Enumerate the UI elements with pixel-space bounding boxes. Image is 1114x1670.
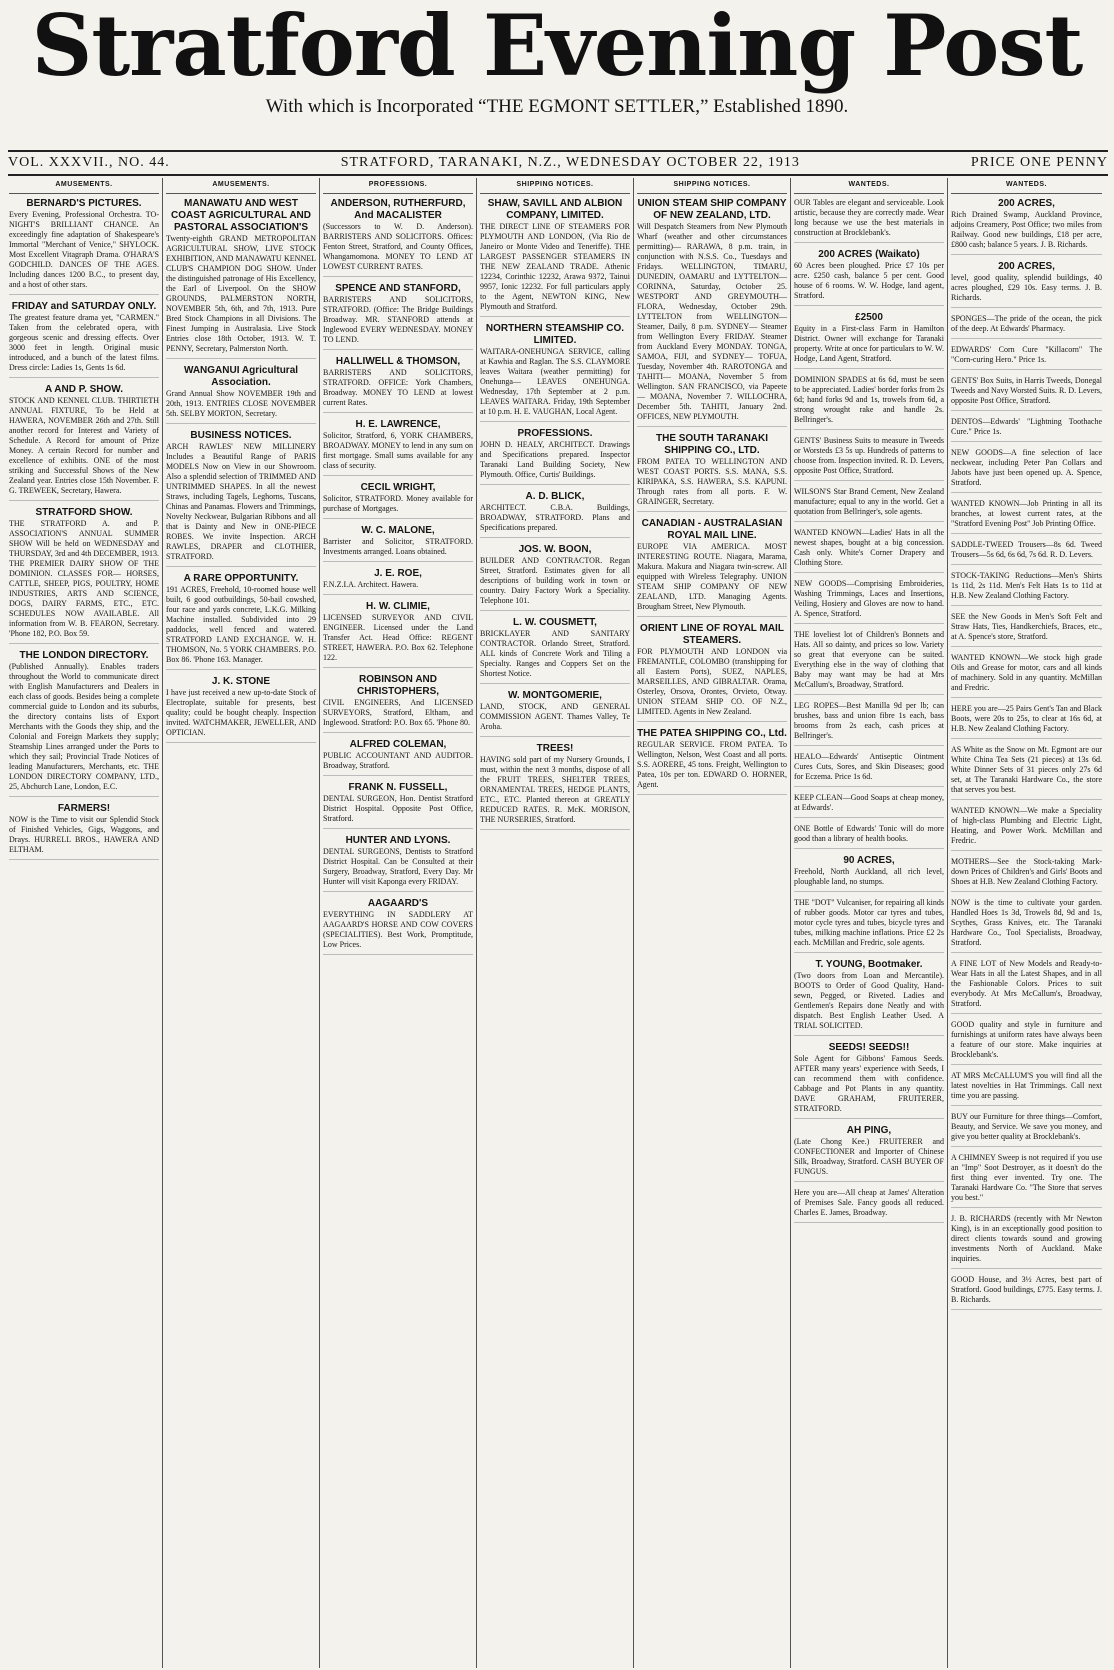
advertisement-title: TREES! — [536, 743, 574, 754]
advertisement — [480, 323, 630, 422]
advertisement — [794, 436, 944, 481]
advertisement-body: THE DIRECT LINE OF STEAMERS FOR PLYMOUTH AND LONDON, (Via Rio de Janeiro or Monte Video and Teneriffe). THE LARGEST PASSENGER STEAMERS IN THE NEW ZEALAND TRADE. Athenic 12234, Corinthic 12232, Arawa 9372, Tainui 9957, Ionic 12232. For full particulars apply to the Agent, NEWTON KING, New Plymouth and Stratford. — [480, 222, 630, 311]
advertisement-title: J. E. ROE, — [374, 568, 422, 579]
advertisement — [794, 579, 944, 624]
advertisement-body: (Two doors from Loan and Mercantile). BOOTS to Order of Good Quality, Hand-sewn, Pegged, or Riveted. Ladies and Gentlemen's Repairs done Neatly and with dispatch. Best English Leather Used. A TRIAL SOLICITED. — [794, 971, 944, 1030]
advertisement-body: Freehold, North Auckland, all rich level, ploughable land, no stumps. — [794, 867, 944, 886]
masthead — [0, 0, 1114, 120]
advertisement-body: Rich Drained Swamp, Auckland Province, adjoins Creamery, Post Office; two miles from Railway. Good new buildings, £18 per acre, £800 cash; balance 5 years. J. B. Richards. — [951, 210, 1102, 249]
advertisement — [951, 571, 1102, 606]
advertisement — [794, 898, 944, 953]
advertisement-title: BUSINESS NOTICES. — [190, 430, 292, 441]
advertisement — [951, 314, 1102, 339]
volume-number: VOL. XXXVII., NO. 44. — [8, 155, 170, 170]
advertisement-body: Here you are—All cheap at James' Alteration of Premises Sale. Fancy goods all reduced. Charles E. James, Broadway. — [794, 1188, 944, 1217]
dateline — [8, 150, 1108, 176]
advertisement — [323, 782, 473, 829]
advertisement-title: THE SOUTH TARANAKI SHIPPING CO., LTD. — [655, 433, 769, 456]
advertisement — [9, 198, 159, 295]
advertisement-body: FOR PLYMOUTH AND LONDON via FREMANTLE, COLOMBO (transhipping for all Eastern Ports), SUEZ, NAPLES, MARSEILLES, AND GIBRALTAR. Orama, Osterley, Orsova, Orontes, Orvieto, Otway. UNION STEAM SHIP CO. OF N.Z., LIMITED. Agents in New Zealand. — [637, 647, 787, 716]
advertisement-body: The greatest feature drama yet, "CARMEN." Taken from the celebrated opera, with gorgeous scenic and dressing effects. Over 3000 feet in length. Original music introduced, and a bunch of the latest films. Dress circle: Ladies 1s, Gents 1s 6d. — [9, 313, 159, 372]
advertisement — [951, 612, 1102, 647]
advertisement — [794, 959, 944, 1036]
advertisement — [794, 824, 944, 849]
advertisement — [794, 701, 944, 746]
column-heading: PROFESSIONS. — [323, 178, 473, 194]
advertisement-body: BRICKLAYER AND SANITARY CONTRACTOR. Orlando Street, Stratford. ALL kinds of Concrete Work and Tiling a Specialty. Ranges and Coppers Set on the Shortest Notice. — [480, 629, 630, 678]
advertisement-body: Will Despatch Steamers from New Plymouth Wharf (weather and other circumstances permitting)— RARAWA, 8 p.m. train, in conjunction with N.S.S. Co., Tuesdays and Fridays. WELLINGTON, TIMARU, DUNEDIN, OAMARU and LYTTELTON— CORINNA, Saturday, October 25. WESTPORT AND GREYMOUTH— FLORA, Wednesday, October 29th. LYTTELTON from WELLINGTON— Steamer, Daily, 8 p.m. SYDNEY— Steamer from Wellington Every FRIDAY. Steamer from Auckland Every MONDAY. TONGA, SAMOA, FIJI, and SYDNEY— TOFUA, Tuesday, November 4th. RAROTONGA and TAHITI— MOANA, November 5 from Wellington. SAN FRANCISCO, via Papeete— MOANA, November 7. WILLOCHRA, December 5th. TAHITI, January 2nd. OFFICES, NEW PLYMOUTH. — [637, 222, 787, 421]
advertisement-title: ROBINSON AND CHRISTOPHERS, — [356, 674, 440, 697]
advertisement — [794, 375, 944, 430]
advertisement-title: SHAW, SAVILL AND ALBION COMPANY, LIMITED. — [487, 198, 623, 221]
advertisement-body: SADDLE-TWEED Trousers—8s 6d. Tweed Trousers—5s 6d, 6s 6d, 7s 6d. R. D. Levers. — [951, 540, 1102, 559]
column-heading: SHIPPING NOTICES. — [637, 178, 787, 194]
advertisement — [323, 356, 473, 413]
advertisement — [480, 544, 630, 611]
advertisement-body: GOOD quality and style in furniture and furnishings at uniform rates have always been a feature of our store. Make inquiries at Brocklebank's. — [951, 1020, 1102, 1059]
advertisement-title: AH PING, — [846, 1125, 892, 1136]
advertisement — [951, 540, 1102, 565]
advertisement-body: Sole Agent for Gibbons' Famous Seeds. AFTER many years' experience with Seeds, I can recommend them with confidence. Cabbage and Pot Plants in any quantity. DAVE GRAHAM, FRUITERER, STRATFORD. — [794, 1054, 944, 1113]
advertisement-body: CIVIL ENGINEERS, And LICENSED SURVEYORS, Stratford, Eltham, and Inglewood. Stratford: P.O. Box 65. 'Phone 80. — [323, 698, 473, 727]
advertisement-body: HERE you are—25 Pairs Gent's Tan and Black Boots, were 20s to 25s, to clear at 16s 6d, at H.B. New Zealand Clothing Factory. — [951, 704, 1102, 733]
advertisement — [951, 857, 1102, 892]
advertisement-body: Equity in a First-class Farm in Hamilton District. Owner will exchange for Taranaki property. Write at once for particulars to W. W. Hodge, Land Agent, Stratford. — [794, 324, 944, 363]
advertisement-body: OUR Tables are elegant and serviceable. Look artistic, because they are correctly made. Wear long because we use the best materials in construction at Brocklebank's. — [794, 198, 944, 237]
advertisement — [637, 623, 787, 722]
advertisement — [951, 345, 1102, 370]
advertisement-title: AAGAARD'S — [367, 898, 429, 909]
advertisement-body: ARCHITECT. C.B.A. Buildings, BROADWAY, STRATFORD. Plans and Specifications prepared. — [480, 503, 630, 532]
advertisement-body: THE loveliest lot of Children's Bonnets and Hats. All so dainty, and prices so low. Variety so great that everyone can be suited. Everything else in the way of clothing that Baby may want may be had at Mrs McCallum's, Broadway, Stratford. — [794, 630, 944, 689]
advertisement — [323, 198, 473, 277]
advertisement-body: STOCK-TAKING Reductions—Men's Shirts 1s 11d, 2s 11d. Men's Felt Hats 1s to 11d at H.B. New Zealand Clothing Factory. — [951, 571, 1102, 600]
advertisement-title: FRIDAY and SATURDAY ONLY. — [11, 301, 157, 312]
advertisement-body: REGULAR SERVICE. FROM PATEA. To Wellington, Nelson, West Coast and all ports. S.S. AORERE, 45 tons. Freight, Wellington to Patea, 10s per ton. EDWARD O. HORNER, Agent. — [637, 740, 787, 789]
advertisement-body: DOMINION SPADES at 6s 6d, must be seen to be appreciated. Ladies' border forks from 2s 6d; hand forks 9d and 1s, trowels from 6d, a strong wrought rake and handle 2s. Bellringer's. — [794, 375, 944, 424]
column-heading: AMUSEMENTS. — [166, 178, 316, 194]
advertisement — [637, 433, 787, 512]
advertisement — [480, 491, 630, 538]
advertisement-title: ALFRED COLEMAN, — [349, 739, 447, 750]
advertisement — [480, 428, 630, 485]
columns-area — [6, 178, 1110, 1668]
advertisement-body: NEW GOODS—A fine selection of lace neckwear, including Peter Pan Collars and Jabots have just been opened up. A. Spence, Stratford. — [951, 448, 1102, 487]
advertisement-body: AS White as the Snow on Mt. Egmont are our White China Tea Sets (21 pieces) at 13s 6d. White Dinner Sets of 31 pieces only 27s 6d set, at The Taranaki Hardware Co., the store that serves you best. — [951, 745, 1102, 794]
advertisement-title: A AND P. SHOW. — [45, 384, 123, 395]
advertisement — [951, 806, 1102, 851]
advertisement-body: BARRISTERS AND SOLICITORS, STRATFORD. (Office: The Bridge Buildings Broadway. MR. STANFORD attends at Inglewood EVERY WEDNESDAY. MONEY TO LEND. — [323, 295, 473, 344]
advertisement-body: Every Evening, Professional Orchestra. TO-NIGHT'S BRILLIANT CHANCE. An exceedingly fine adaptation of Shakespeare's Immortal "Merchant of Venice," SHYLOCK. Most Excellent Vitagraph Drama. O'HARA'S GODCHILD. DANCES OF THE AGES. Including dances 1200 B.C., to present day, and a host of other stars. — [9, 210, 159, 289]
advertisement-body: GOOD House, and 3½ Acres, best part of Stratford. Good buildings, £775. Easy terms. J. B. Richards. — [951, 1275, 1102, 1304]
advertisement-title: ANDERSON, RUTHERFURD, And MACALISTER — [330, 198, 466, 221]
advertisement — [794, 752, 944, 787]
advertisement-body: EVERYTHING IN SADDLERY AT AAGAARD'S HORSE AND COW COVERS (SPECIALITIES). Best Work, Promptitude, Low Prices. — [323, 910, 473, 949]
advertisement-body: BARRISTERS AND SOLICITORS, STRATFORD. OFFICE: York Chambers, Broadway. MONEY TO LEND at lowest current Rates. — [323, 368, 473, 407]
advertisement-body: EUROPE VIA AMERICA. MOST INTERESTING ROUTE. Niagara, Marama, Makura. Makura and Niagara twin-screw. All equipped with Wireless Telegraphy. UNION STEAM SHIP COMPANY OF NEW ZEALAND, LTD. Managing Agents. Brougham Street, New Plymouth. — [637, 542, 787, 611]
advertisement-body: DENTAL SURGEON, Hon. Dentist Stratford District Hospital. Opposite Post Office, Stratford. — [323, 794, 473, 823]
advertisement — [323, 898, 473, 955]
advertisement — [323, 482, 473, 519]
advertisement-body: THE "DOT" Vulcaniser, for repairing all kinds of rubber goods. Motor car tyres and tubes, motor cycle tyres and tubes, bicycle tyres and tubes, milking machine inflations. Price £2 2s each. McMillan and Fredric, sole agents. — [794, 898, 944, 947]
advertisement-body: Solicitor, STRATFORD. Money available for purchase of Mortgages. — [323, 494, 473, 513]
advertisement-body: J. B. RICHARDS (recently with Mr Newton King), is in an exceptionally good position to direct clients towards sound and growing investments North of Auckland. Make inquiries. — [951, 1214, 1102, 1263]
column-6 — [791, 178, 948, 1668]
advertisement-body: I have just received a new up-to-date Stock of Electroplate, suitable for presents, best quality; could be bought cheaply. Inspection invited. WATCHMAKER, JEWELLER, AND OPTICIAN. — [166, 688, 316, 737]
column-7 — [948, 178, 1105, 1668]
advertisement — [794, 198, 944, 243]
advertisement-body: 60 Acres been ploughed. Price £7 10s per acre. £250 cash, balance 5 per cent. Good house of 6 rooms. W. W. Hodge, land agent, Stratford. — [794, 261, 944, 300]
advertisement-title: W. MONTGOMERIE, — [508, 690, 602, 701]
advertisement-body: AT MRS McCALLUM'S you will find all the latest novelties in Hat Trimmings. Call next time you are passing. — [951, 1071, 1102, 1100]
advertisement — [951, 261, 1102, 308]
advertisement-body: LICENSED SURVEYOR AND CIVIL ENGINEER. Licensed under the Land Transfer Act. Head Office: REGENT STREET, HAWERA. P.O. Box 62. Telephone 122. — [323, 613, 473, 662]
advertisement-body: WILSON'S Star Brand Cement, New Zealand manufacture; equal to any in the world. Get a quotation from Bellringer's, sole agents. — [794, 487, 944, 516]
column-2 — [163, 178, 320, 1668]
advertisement — [323, 283, 473, 350]
advertisement-body: JOHN D. HEALY, ARCHITECT. Drawings and Specifications prepared. Inspector Taranaki Land Building Society, New Plymouth. Office, Curtis' Buildings. — [480, 440, 630, 479]
advertisement-body: ARCH RAWLES' NEW MILLINERY Includes a Beautiful Range of PARIS MODELS Now on View in our Showroom. Also a splendid selection of TRIMMED AND UNTRIMMED SHAPES. In all the newest Straws, including Tagels, Leghorns, Tuscans, Chinas and Panamas. Flowers and Trimmings, Novelty Neckwear, Bulgarian Ribbons and all that is Dainty and New in ONE-PIECE ROBES. We invite Inspection. ARCH RAWLES, DRAPER and CLOTHIER, STRATFORD. — [166, 442, 316, 561]
advertisement-body: Solicitor, Stratford, 6, YORK CHAMBERS, BROADWAY. MONEY to lend in any sum on first mortgage. Small sums available for any class of security. — [323, 431, 473, 470]
advertisement — [951, 499, 1102, 534]
advertisement-title: A RARE OPPORTUNITY. — [183, 573, 299, 584]
advertisement-title: J. K. STONE — [211, 676, 271, 687]
advertisement — [794, 1125, 944, 1182]
advertisement — [951, 704, 1102, 739]
advertisement-title: H. W. CLIMIE, — [366, 601, 430, 612]
advertisement-body: LEG ROPES—Best Manilla 9d per lb; can brushes, bass and union fibre 1s each, bass brooms from 2s each, cash prices at Bellringer's. — [794, 701, 944, 740]
advertisement — [323, 739, 473, 776]
advertisement — [951, 959, 1102, 1014]
advertisement-title: STRATFORD SHOW. — [35, 507, 133, 518]
advertisement-title: SEEDS! SEEDS!! — [828, 1042, 910, 1053]
advertisement-title: CECIL WRIGHT, — [360, 482, 436, 493]
advertisement-title: ORIENT LINE OF ROYAL MAIL STEAMERS. — [640, 623, 784, 646]
advertisement — [951, 376, 1102, 411]
advertisement — [951, 1020, 1102, 1065]
advertisement — [951, 1071, 1102, 1106]
advertisement — [951, 745, 1102, 800]
advertisement — [480, 617, 630, 684]
advertisement — [794, 1042, 944, 1119]
advertisement-title: £2500 — [855, 312, 883, 323]
newspaper-title: Stratford Evening Post — [31, 0, 1083, 95]
column-heading: WANTEDS. — [951, 178, 1102, 194]
advertisement — [166, 198, 316, 359]
advertisement-title: CANADIAN - AUSTRALASIAN ROYAL MAIL LINE. — [641, 518, 783, 541]
advertisement — [794, 855, 944, 892]
advertisement-title: SPENCE AND STANFORD, — [335, 283, 461, 294]
advertisement-body: level, good quality, splendid buildings, 40 acres ploughed, £29 10s. Easy terms. J. B. Richards. — [951, 273, 1102, 302]
advertisement-title: 90 ACRES, — [843, 855, 895, 866]
advertisement-body: BUILDER AND CONTRACTOR. Regan Street, Stratford. Estimates given for all descriptions of building work in town or country. Dairy Factory Work a Speciality. Telephone 101. — [480, 556, 630, 605]
advertisement — [794, 793, 944, 818]
advertisement-body: GENTS' Box Suits, in Harris Tweeds, Donegal Tweeds and Navy Worsted Suits. R. D. Levers, opposite Post Office, Stratford. — [951, 376, 1102, 405]
advertisement-body: LAND, STOCK, AND GENERAL COMMISSION AGENT. Thames Valley, Te Aroha. — [480, 702, 630, 731]
advertisement-body: (Late Chong Kee.) FRUITERER and CONFECTIONER and Importer of Chinese Silk, Broadway, Stratford. CASH BUYER OF FUNGUS. — [794, 1137, 944, 1176]
column-3 — [320, 178, 477, 1668]
advertisement — [951, 1153, 1102, 1208]
advertisement-body: GENTS' Business Suits to measure in Tweeds or Worsteds £3 5s up. Hundreds of patterns to choose from. Inspection invited. R. D. Levers, opposite Post Office, Stratford. — [794, 436, 944, 475]
advertisement-title: THE PATEA SHIPPING CO., Ltd. — [637, 728, 787, 739]
advertisement — [9, 384, 159, 501]
advertisement — [323, 568, 473, 595]
advertisement — [166, 676, 316, 743]
advertisement — [9, 803, 159, 860]
advertisement-body: WANTED KNOWN—We stock high grade Oils and Grease for motor, cars and all kinds of machinery. Sold in any quantity. McMillan and Fredric. — [951, 653, 1102, 692]
advertisement-title: FRANK N. FUSSELL, — [348, 782, 448, 793]
advertisement-body: DENTOS—Edwards' "Lightning Toothache Cure." Price 1s. — [951, 417, 1102, 436]
advertisement-body: WANTED KNOWN—We make a Speciality of high-class Plumbing and Electric Light, Heating, and Power Work. McMillan and Fredric. — [951, 806, 1102, 845]
advertisement — [9, 507, 159, 644]
advertisement-title: W. C. MALONE, — [361, 525, 435, 536]
advertisement-body: WANTED KNOWN—Job Printing in all its branches, at lowest current rates, at the "Stratford Evening Post" Job Printing Office. — [951, 499, 1102, 528]
advertisement-title: HUNTER AND LYONS. — [345, 835, 451, 846]
advertisement — [794, 1188, 944, 1223]
advertisement-body: (Published Annually). Enables traders throughout the World to communicate direct with English Manufacturers and Dealers in each class of goods. Besides being a complete commercial guide to London and its suburbs, the directory contains lists of Export Merchants with the Goods they ship, and the Colonial and Foreign Markets they supply; Steamship Lines arranged under the Ports to which they sail; Provincial Trade Notices of leading Manufacturers, Merchants, etc. THE LONDON DIRECTORY COMPANY, LTD., 25, Abchurch Lane, London, E.C. — [9, 662, 159, 791]
advertisement-title: 200 ACRES (Waikato) — [818, 249, 920, 260]
advertisement — [323, 601, 473, 668]
advertisement-body: MOTHERS—See the Stock-taking Mark-down Prices of Children's and Girls' Boots and Shoes at H.B. New Zealand Clothing Factory. — [951, 857, 1102, 886]
advertisement-body: KEEP CLEAN—Good Soaps at cheap money, at Edwards'. — [794, 793, 944, 812]
advertisement-body: A CHIMNEY Sweep is not required if you use an "Imp" Soot Destroyer, as it doesn't do the first thing ever invented. Try one. The Taranaki Hardware Co. "The Store that serves you best." — [951, 1153, 1102, 1202]
advertisement — [794, 528, 944, 573]
advertisement — [951, 198, 1102, 255]
advertisement — [794, 249, 944, 306]
advertisement-body: NOW is the Time to visit our Splendid Stock of Finished Vehicles, Gigs, Waggons, and Drays. HURRELL BROS., HAWERA AND ELTHAM. — [9, 815, 159, 854]
advertisement — [794, 630, 944, 695]
advertisement-body: SEE the New Goods in Men's Soft Felt and Straw Hats, Ties, Handkerchiefs, Braces, etc., at A. Spence's store, Stratford. — [951, 612, 1102, 641]
advertisement-title: PROFESSIONS. — [517, 428, 593, 439]
advertisement-body: WAITARA-ONEHUNGA SERVICE, calling at Kawhia and Raglan. The S.S. CLAYMORE leaves Waitara (weather permitting) for Onehunga— LEAVES ONEHUNGA. Wednesday, 17th September at 2 p.m. LEAVES WAITARA. Friday, 19th September at 10 p.m. H. E. VAUGHAN, Local Agent. — [480, 347, 630, 416]
column-heading: AMUSEMENTS. — [9, 178, 159, 194]
advertisement — [951, 448, 1102, 493]
newspaper-subtitle: With which is Incorporated “THE EGMONT SETTLER,” Established 1890. — [265, 96, 849, 117]
advertisement-body: NEW GOODS—Comprising Embroideries, Washing Trimmings, Laces and Insertions, Veiling, Hosiery and Gloves are now to hand. A. Spence, Stratford. — [794, 579, 944, 618]
advertisement-body: Twenty-eighth GRAND METROPOLITAN AGRICULTURAL SHOW, LIVE STOCK EXHIBITION, AND MANAWATU KENNEL CLUB'S CHAMPION DOG SHOW. Under the distinguished patronage of His Excellency, the Earl of Liverpool. On the SHOW GROUNDS, PALMERSTON NORTH, NOVEMBER 5th, 6th, and 7th, 1913. Pure Bred Stock Champions in all Divisions. The Finest Jumping in Australasia. Live Stock Entries close 18th October, 1913. W. T. PENNY, Secretary, Palmerston North. — [166, 234, 316, 353]
place-date: STRATFORD, TARANAKI, N.Z., WEDNESDAY OCTOBER 22, 1913 — [340, 155, 800, 170]
advertisement — [9, 301, 159, 378]
advertisement — [637, 198, 787, 427]
advertisement — [480, 690, 630, 737]
column-heading: SHIPPING NOTICES. — [480, 178, 630, 194]
advertisement-body: NOW is the time to cultivate your garden. Handled Hoes 1s 3d, Trowels 8d, 9d and 1s, Scythes, Grass Knives, etc. The Taranaki Hardware Co., Tool Specialists, Broadway, Stratford. — [951, 898, 1102, 947]
advertisement — [323, 419, 473, 476]
advertisement-body: THE STRATFORD A. and P. ASSOCIATION'S ANNUAL SUMMER SHOW Will be held on WEDNESDAY and THURSDAY, 3rd and 4th DECEMBER, 1913. THE PREMIER DAIRY SHOW OF THE DOMINION. CLASSES FOR— HORSES, CATTLE, SHEEP, PIGS, POULTRY, HOME INDUSTRIES, ARTS AND SCIENCE, DOGS, DAIRY FARMS, ETC., ETC. SCHEDULES NOW AVAILABLE. All information from W. B. FEARON, Secretary. 'Phone 182, P.O. Box 59. — [9, 519, 159, 638]
advertisement-body: FROM PATEA TO WELLINGTON AND WEST COAST PORTS. S.S. MANA, S.S. KIRIPAKA, S.S. HAWERA, S.S. KAPUNI. Through rates from all ports. F. W. GRAINGER, Secretary. — [637, 457, 787, 506]
advertisement — [951, 1112, 1102, 1147]
advertisement-body: 191 ACRES, Freehold, 10-roomed house well built, 6 good outbuildings, 50-bail cowshed, four race and yards concrete, L.K.G. Milking Machine installed. Subdivided into 29 paddocks, well fenced and watered. STRATFORD LAND EXCHANGE. W. H. THOMSON, No. 5 YORK CHAMBERS. P.O. Box 86. 'Phone 163. Manager. — [166, 585, 316, 664]
advertisement — [323, 674, 473, 733]
advertisement-body: PUBLIC ACCOUNTANT AND AUDITOR. Broadway, Stratford. — [323, 751, 473, 770]
advertisement-body: SPONGES—The pride of the ocean, the pick of the deep. At Edwards' Pharmacy. — [951, 314, 1102, 333]
advertisement-body: ONE Bottle of Edwards' Tonic will do more good than a library of health books. — [794, 824, 944, 843]
advertisement — [480, 743, 630, 830]
advertisement — [323, 525, 473, 562]
column-4 — [477, 178, 634, 1668]
advertisement-body: HEALO—Edwards' Antiseptic Ointment Cures Cuts, Sores, and Skin Diseases; good for Eczema. Price 1s 6d. — [794, 752, 944, 781]
advertisement — [166, 573, 316, 670]
column-heading: WANTEDS. — [794, 178, 944, 194]
advertisement — [166, 365, 316, 424]
advertisement-body: Grand Annual Show NOVEMBER 19th and 20th, 1913. ENTRIES CLOSE NOVEMBER 5th. SELBY MORTON, Secretary. — [166, 389, 316, 418]
column-5 — [634, 178, 791, 1668]
advertisement-body: HAVING sold part of my Nursery Grounds, I must, within the next 3 months, dispose of all the FRUIT TREES, SHELTER TREES, ORNAMENTAL TREES, HEDGE PLANTS, ETC., ETC. Planted thereon at GREATLY REDUCED RATES. R. McK. MORISON, THE NURSERIES, Stratford. — [480, 755, 630, 824]
advertisement-title: THE LONDON DIRECTORY. — [19, 650, 149, 661]
advertisement-title: MANAWATU AND WEST COAST AGRICULTURAL AND PASTORAL ASSOCIATION'S — [171, 198, 311, 233]
advertisement-body: (Successors to W. D. Anderson). BARRISTERS AND SOLICITORS. Offices: Fenton Street, Stratford, and County Offices, Whangamomona. MONEY TO LEND AT LOWEST CURRENT RATES. — [323, 222, 473, 271]
price: PRICE ONE PENNY — [970, 155, 1108, 170]
advertisement-body: Barrister and Solicitor, STRATFORD. Investments arranged. Loans obtained. — [323, 537, 473, 556]
advertisement-title: T. YOUNG, Bootmaker. — [815, 959, 923, 970]
advertisement — [951, 417, 1102, 442]
advertisement-body: A FINE LOT of New Models and Ready-to-Wear Hats in all the Latest Shapes, and in all the Fashionable Colors. Prices to suit everybody. At Mrs McCallum's, Broadway, Stratford. — [951, 959, 1102, 1008]
advertisement — [166, 430, 316, 567]
advertisement-title: FARMERS! — [57, 803, 111, 814]
advertisement-title: WANGANUI Agricultural Association. — [183, 365, 299, 388]
advertisement-title: A. D. BLICK, — [525, 491, 585, 502]
column-1 — [6, 178, 163, 1668]
advertisement-body: DENTAL SURGEONS, Dentists to Stratford District Hospital. Can be Consulted at their Surgery, Broadway, Stratford, Every Day. Mr Hunter will visit Kaponga every FRIDAY. — [323, 847, 473, 886]
advertisement-body: WANTED KNOWN—Ladies' Hats in all the newest shapes, bought at a big concession. Cash only. White's Corner Drapery and Clothing Store. — [794, 528, 944, 567]
advertisement — [951, 1214, 1102, 1269]
advertisement-body: STOCK AND KENNEL CLUB. THIRTIETH ANNUAL FIXTURE, To be Held at HAWERA, NOVEMBER 26th and 27th. Still another record for Interest and Variety of Schedule. A Record for amount of Prize Money. A certain Record for number and excellence of exhibits. ONE of the most striking and Successful Shows of the New Zealand year. Entries close 15th November. F. G. TREWEEK, Secretary, Hawera. — [9, 396, 159, 495]
advertisement-title: JOS. W. BOON, — [518, 544, 592, 555]
advertisement — [637, 518, 787, 617]
advertisement-body: EDWARDS' Corn Cure "Killacorn" The "Corn-curing Hero." Price 1s. — [951, 345, 1102, 364]
advertisement — [480, 198, 630, 317]
advertisement — [9, 650, 159, 797]
advertisement — [323, 835, 473, 892]
advertisement — [794, 487, 944, 522]
advertisement-body: BUY our Furniture for three things—Comfort, Beauty, and Service. We save you money, and give you better quality at Brocklebank's. — [951, 1112, 1102, 1141]
advertisement-title: UNION STEAM SHIP COMPANY OF NEW ZEALAND, LTD. — [637, 198, 787, 221]
advertisement — [794, 312, 944, 369]
advertisement-title: 200 ACRES, — [998, 261, 1055, 272]
advertisement-title: L. W. COUSMETT, — [513, 617, 597, 628]
advertisement-title: 200 ACRES, — [998, 198, 1055, 209]
advertisement-title: NORTHERN STEAMSHIP CO. LIMITED. — [485, 323, 625, 346]
advertisement — [951, 898, 1102, 953]
advertisement-title: BERNARD'S PICTURES. — [26, 198, 142, 209]
advertisement-title: HALLIWELL & THOMSON, — [335, 356, 461, 367]
advertisement — [951, 653, 1102, 698]
advertisement — [951, 1275, 1102, 1310]
advertisement — [637, 728, 787, 795]
advertisement-body: F.N.Z.I.A. Architect. Hawera. — [323, 580, 419, 589]
advertisement-title: H. E. LAWRENCE, — [355, 419, 441, 430]
